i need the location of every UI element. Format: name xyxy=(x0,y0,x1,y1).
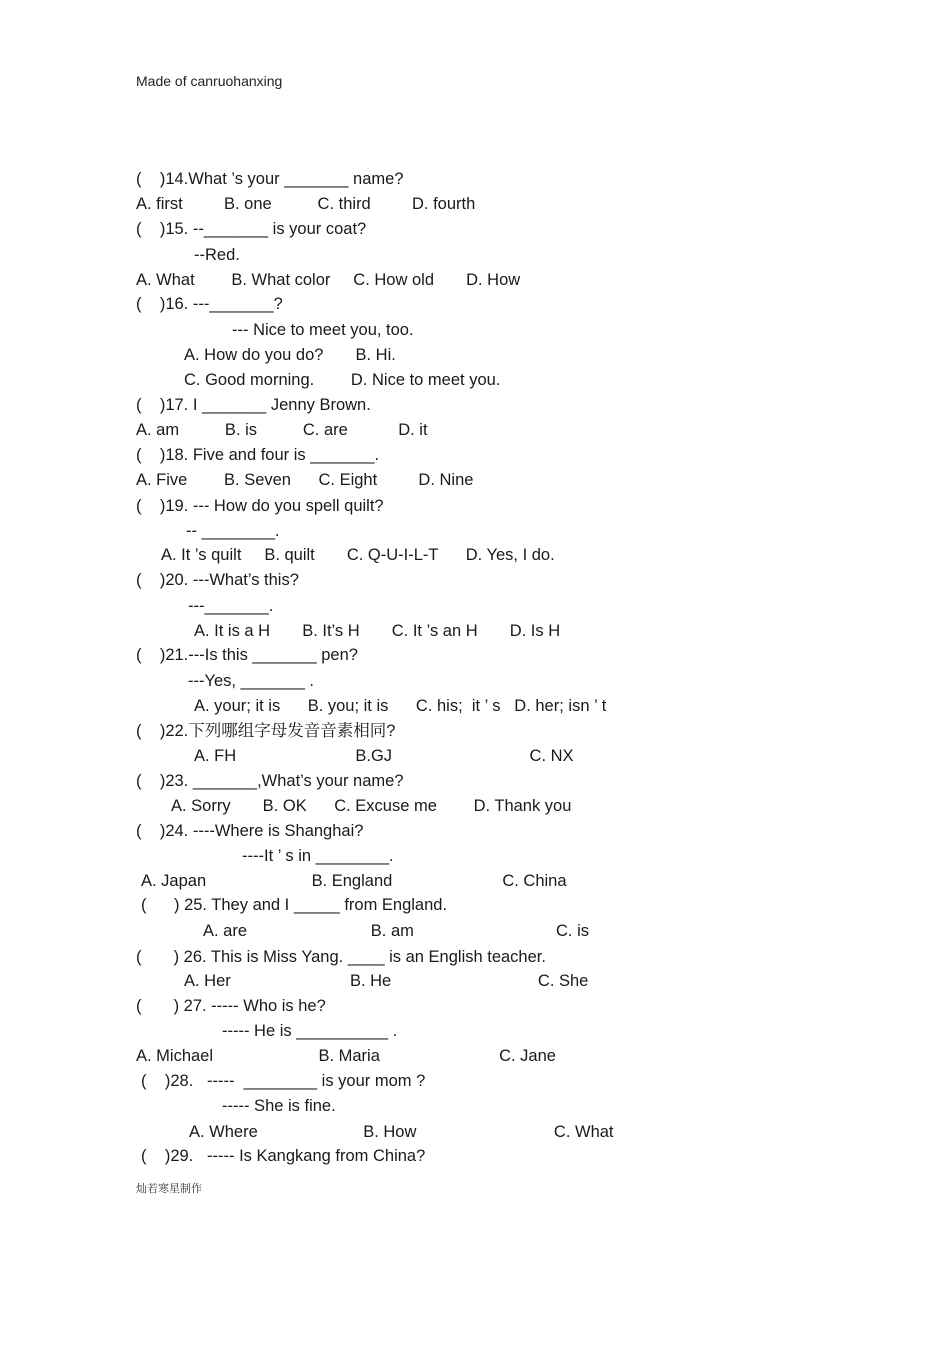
options-17: A. am B. is C. are D. it xyxy=(136,421,428,439)
answer-line-19: -- ________. xyxy=(186,522,280,540)
answer-line-28: ----- She is fine. xyxy=(222,1097,336,1115)
question-19: ( )19. --- How do you spell quilt? xyxy=(136,497,384,515)
page-header: Made of canruohanxing xyxy=(136,73,283,89)
answer-line-24: ----It ’ s in ________. xyxy=(242,847,394,865)
answer-line-16: --- Nice to meet you, too. xyxy=(232,321,414,339)
question-27: ( ) 27. ----- Who is he? xyxy=(136,997,326,1015)
question-23: ( )23. _______,What’s your name? xyxy=(136,772,404,790)
question-26: ( ) 26. This is Miss Yang. ____ is an English teacher. xyxy=(136,948,546,966)
options-15: A. What B. What color C. How old D. How xyxy=(136,271,521,289)
question-20: ( )20. ---What’s this? xyxy=(136,571,299,589)
options-22: A. FH B.GJ C. NX xyxy=(194,747,574,765)
answer-line-15: --Red. xyxy=(194,246,240,264)
question-25: ( ) 25. They and I _____ from England. xyxy=(141,896,448,914)
question-15: ( )15. --_______ is your coat? xyxy=(136,220,367,238)
question-22: ( )22.下列哪组字母发音音素相同? xyxy=(136,722,396,740)
options-21: A. your; it is B. you; it is C. his; it ’ s D. her; isn ’ t xyxy=(194,697,607,715)
question-29: ( )29. ----- Is Kangkang from China? xyxy=(141,1147,426,1165)
page-footer: 灿若寒星制作 xyxy=(136,1182,202,1195)
question-28: ( )28. ----- ________ is your mom ? xyxy=(141,1072,426,1090)
options-25: A. are B. am C. is xyxy=(203,922,590,940)
question-17: ( )17. I _______ Jenny Brown. xyxy=(136,396,371,414)
question-21: ( )21.---Is this _______ pen? xyxy=(136,646,358,664)
question-14: ( )14.What ’s your _______ name? xyxy=(136,170,404,188)
options-20: A. It is a H B. It’s H C. It ’s an H D. Is H xyxy=(194,622,561,640)
question-18: ( )18. Five and four is _______. xyxy=(136,446,380,464)
options-27: A. Michael B. Maria C. Jane xyxy=(136,1047,556,1065)
options-16-b: C. Good morning. D. Nice to meet you. xyxy=(184,371,501,389)
options-26: A. Her B. He C. She xyxy=(184,972,589,990)
options-23: A. Sorry B. OK C. Excuse me D. Thank you xyxy=(171,797,572,815)
answer-line-21: ---Yes, _______ . xyxy=(188,672,314,690)
question-24: ( )24. ----Where is Shanghai? xyxy=(136,822,364,840)
answer-line-27: ----- He is __________ . xyxy=(222,1022,398,1040)
answer-line-20: ---_______. xyxy=(188,597,274,615)
options-24: A. Japan B. England C. China xyxy=(141,872,567,890)
options-14: A. first B. one C. third D. fourth xyxy=(136,195,476,213)
question-16: ( )16. ---_______? xyxy=(136,295,283,313)
options-18: A. Five B. Seven C. Eight D. Nine xyxy=(136,471,474,489)
options-16-a: A. How do you do? B. Hi. xyxy=(184,346,396,364)
options-19: A. It ’s quilt B. quilt C. Q-U-I-L-T D. Yes, I do. xyxy=(161,546,555,564)
options-28: A. Where B. How C. What xyxy=(189,1123,614,1141)
